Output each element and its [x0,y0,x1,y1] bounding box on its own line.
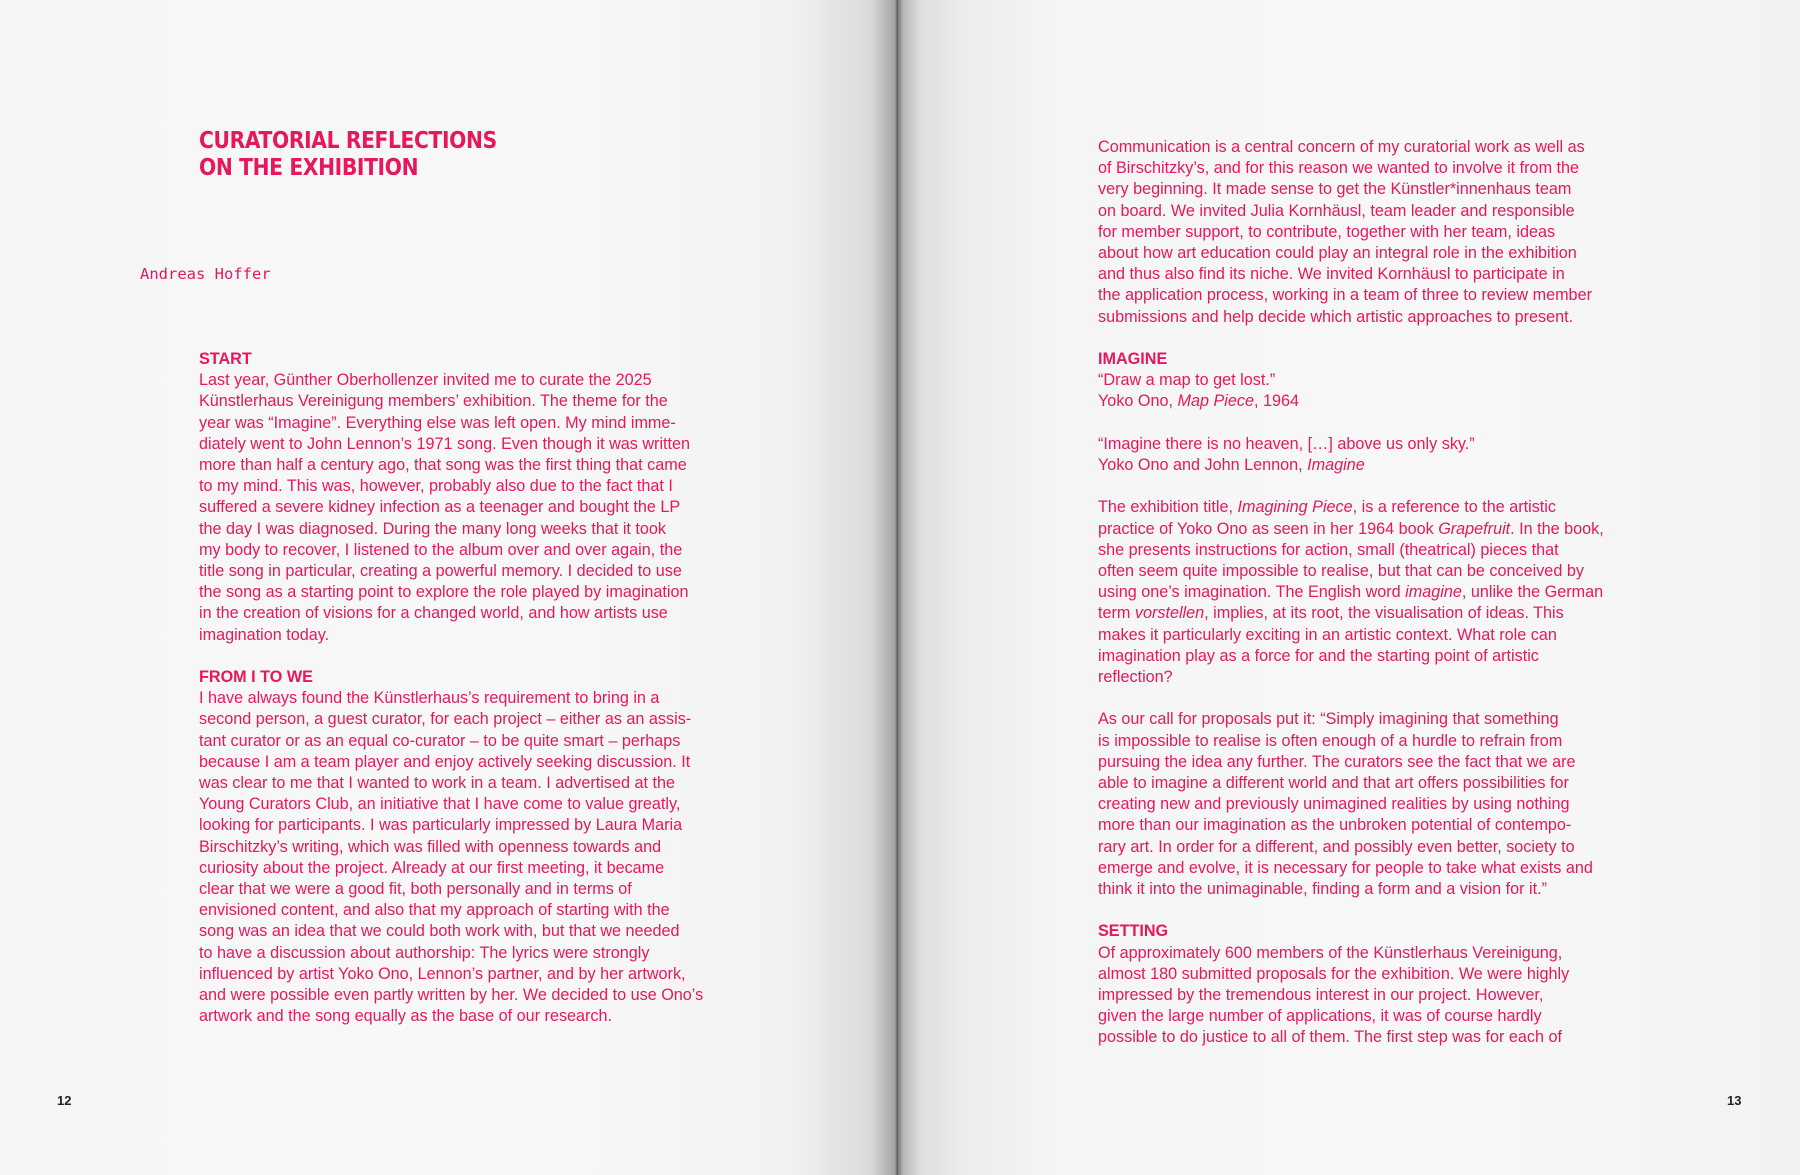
text-line: submissions and help decide which artistic approaches to present. [1098,307,1574,326]
text-line: clear that we were a good fit, both personally and in terms of [199,880,632,899]
text-line: she presents instructions for action, small (theatrical) pieces that [1098,540,1559,559]
quote-imagine: “Imagine there is no heaven, […] above us only sky.” [1098,434,1475,453]
text-line: makes it particularly exciting in an artistic context. What role can [1098,625,1557,644]
text-line: possible to do justice to all of them. The first step was for each of [1098,1028,1562,1047]
text-line [1098,603,1628,624]
text-line: pursuing the idea any further. The curators see the fact that we are [1098,752,1576,771]
right-text-column [1098,137,1628,1070]
section-from-i-to-we [199,667,719,1027]
text-line: to have a discussion about authorship: The lyrics were strongly [199,943,650,962]
text-line: artwork and the song equally as the base of our research. [199,1007,613,1026]
text-line: of Birschitzky’s, and for this reason we wanted to involve it from the [1098,159,1580,178]
text-line: more than our imagination as the unbroken potential of contempo- [1098,816,1572,835]
section-imagine [1098,349,1628,413]
text-line: Communication is a central concern of my curatorial work as well as [1098,138,1585,156]
text-line: Birschitzky’s writing, which was filled with openness towards and [199,837,662,856]
quote-map-piece: “Draw a map to get lost.” [1098,371,1276,390]
intro-paragraph [1098,137,1628,328]
text-line: Of approximately 600 members of the Künstlerhaus Vereinigung, [1098,943,1563,962]
text-line: Young Curators Club, an initiative that I have come to value greatly, [199,795,681,814]
chapter-title [199,128,497,182]
section-setting [1098,921,1628,1048]
section-heading-imagine: IMAGINE [1098,350,1168,369]
text-line: is impossible to realise is often enough of a hurdle to refrain from [1098,731,1563,750]
citation-title: Map Piece [1177,392,1254,411]
citation-map-piece [1098,391,1628,412]
text-line: reflection? [1098,668,1173,687]
text-line: rary art. In order for a different, and possibly even better, society to [1098,837,1575,856]
text-line: curiosity about the project. Already at our first meeting, it became [199,858,665,877]
page-number-right: 13 [1727,1093,1742,1108]
left-text-column [199,349,719,1049]
page-number-left: 12 [57,1093,72,1108]
text-run: , unlike the German [1461,583,1604,602]
text-line: often seem quite impossible to realise, but that can be conceived by [1098,562,1584,581]
text-line [1098,519,1628,540]
text-run: . In the book, [1510,519,1604,538]
italic-run: Grapefruit [1438,519,1511,538]
text-line: looking for participants. I was particularly impressed by Laura Maria [199,816,683,835]
text-line: the application process, working in a team of three to review member [1098,286,1592,305]
citation-title: Imagine [1307,456,1365,475]
text-line: second person, a guest curator, for each project – either as an assis- [199,710,692,729]
author-name: Andreas Hoffer [140,265,271,283]
text-line: song was an idea that we could both work with, but that we needed [199,922,680,941]
text-line: for member support, to contribute, together with her team, ideas [1098,222,1556,241]
left-page [0,0,898,1175]
text-line: year was “Imagine”. Everything else was left open. My mind imme- [199,413,676,432]
section-heading-start: START [199,350,252,368]
text-line: and thus also find its niche. We invited Kornhäusl to participate in [1098,265,1565,284]
text-line: almost 180 submitted proposals for the exhibition. We were highly [1098,964,1570,983]
text-line: Künstlerhaus Vereinigung members’ exhibition. The theme for the [199,392,668,411]
italic-run: Imagining Piece [1237,498,1353,517]
text-run: , implies, at its root, the visualisation of ideas. This [1204,604,1564,623]
chapter-title-line-1: CURATORIAL REFLECTIONS [199,128,497,154]
text-run: practice of Yoko Ono as seen in her 1964 book [1098,519,1439,538]
text-line: As our call for proposals put it: “Simply imagining that something [1098,710,1559,729]
text-line: given the large number of applications, it was of course hardly [1098,1007,1542,1026]
text-line: because I am a team player and enjoy actively seeking discussion. It [199,752,691,771]
text-line: influenced by artist Yoko Ono, Lennon’s partner, and by her artwork, [199,964,686,983]
text-run: , is a reference to the artistic [1352,498,1556,517]
text-line: Last year, Günther Oberhollenzer invited me to curate the 2025 [199,371,652,390]
citation-prefix: Yoko Ono, [1098,392,1178,411]
text-line: creating new and previously unimagined realities by using nothing [1098,795,1570,814]
text-line [1098,497,1628,518]
text-line: on board. We invited Julia Kornhäusl, team leader and responsible [1098,201,1575,220]
text-line: emerge and evolve, it is necessary for people to take what exists and [1098,858,1593,877]
text-line: title song in particular, creating a powerful memory. I decided to use [199,562,682,581]
italic-run: imagine [1405,583,1462,602]
text-line: very beginning. It made sense to get the Künstler*innenhaus team [1098,180,1572,199]
text-line [1098,582,1628,603]
italic-run: vorstellen [1134,604,1205,623]
text-line: more than half a century ago, that song was the first thing that came [199,456,687,475]
text-line: envisioned content, and also that my approach of starting with the [199,901,670,920]
text-run: using one’s imagination. The English word [1098,583,1406,602]
text-line: the song as a starting point to explore the role played by imagination [199,583,689,602]
text-line: to my mind. This was, however, probably also due to the fact that I [199,477,673,496]
exhibition-title-paragraph [1098,497,1628,688]
text-line: in the creation of visions for a changed world, and how artists use [199,604,668,623]
call-for-proposals-paragraph [1098,709,1628,900]
text-line: diately went to John Lennon’s 1971 song. Even though it was written [199,434,691,453]
text-line: imagination today. [199,625,330,644]
text-line: impressed by the tremendous interest in our project. However, [1098,986,1544,1005]
text-line: able to imagine a different world and that art offers possibilities for [1098,774,1569,793]
text-line: and were possible even partly written by her. We decided to use Ono’s [199,986,704,1005]
text-run: The exhibition title, [1098,498,1238,517]
text-line: imagination play as a force for and the starting point of artistic [1098,646,1539,665]
text-line: think it into the unimaginable, finding a form and a vision for it.” [1098,880,1547,899]
text-line: about how art education could play an integral role in the exhibition [1098,244,1577,263]
section-heading-from-i-to-we: FROM I TO WE [199,668,313,687]
section-heading-setting: SETTING [1098,922,1169,941]
text-line: my body to recover, I listened to the album over and over again, the [199,540,683,559]
citation-suffix: , 1964 [1253,392,1299,411]
text-line: suffered a severe kidney infection as a teenager and bought the LP [199,498,681,517]
text-run: term [1098,604,1135,623]
text-line: I have always found the Künstlerhaus’s requirement to bring in a [199,689,660,708]
quote-imagine-block [1098,434,1628,476]
citation-imagine [1098,455,1628,476]
text-line: was clear to me that I wanted to work in a team. I advertised at the [199,774,675,793]
text-line: tant curator or as an equal co-curator – to be quite smart – perhaps [199,731,681,750]
citation-prefix: Yoko Ono and John Lennon, [1098,456,1308,475]
text-line: the day I was diagnosed. During the many long weeks that it took [199,519,667,538]
chapter-title-line-2: ON THE EXHIBITION [199,155,419,181]
section-start [199,349,719,646]
